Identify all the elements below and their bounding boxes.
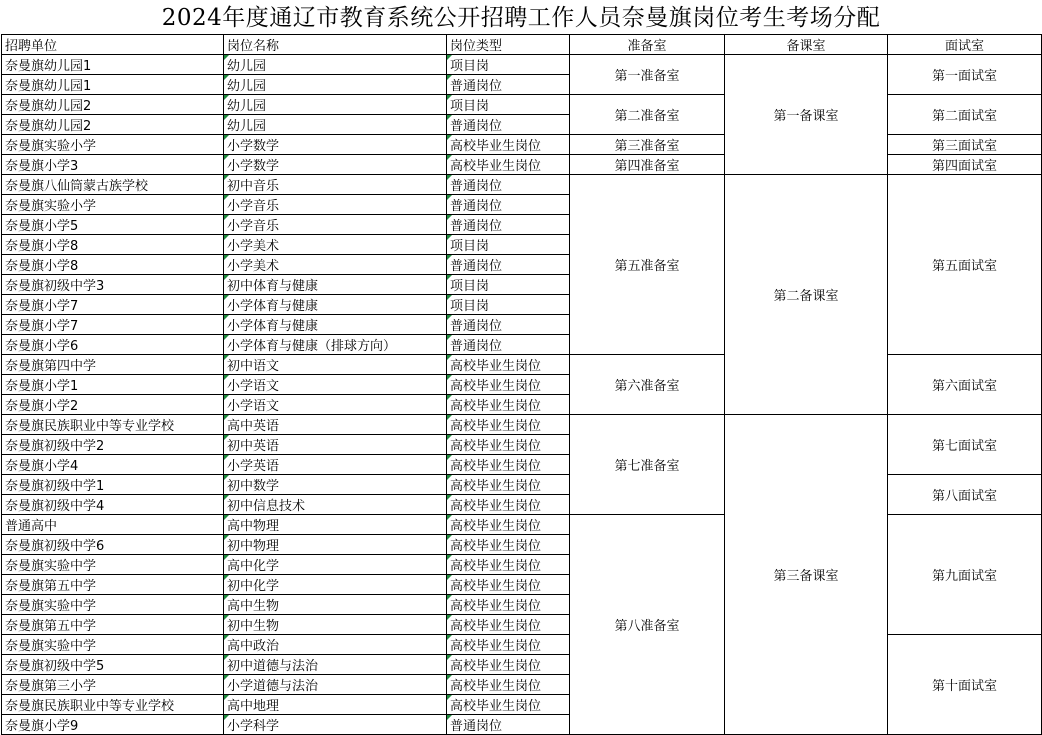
position-cell: 幼儿园	[224, 55, 447, 75]
prep-room-cell: 第七准备室	[570, 415, 725, 515]
type-cell: 高校毕业生岗位	[447, 415, 570, 435]
unit-cell: 奈曼旗小学9	[2, 715, 224, 735]
unit-cell: 奈曼旗初级中学6	[2, 535, 224, 555]
unit-cell: 奈曼旗小学7	[2, 315, 224, 335]
unit-cell: 奈曼旗初级中学1	[2, 475, 224, 495]
position-cell: 初中体育与健康	[224, 275, 447, 295]
unit-cell: 奈曼旗第五中学	[2, 615, 224, 635]
unit-cell: 奈曼旗小学8	[2, 255, 224, 275]
type-cell: 高校毕业生岗位	[447, 655, 570, 675]
type-cell: 高校毕业生岗位	[447, 155, 570, 175]
position-cell: 小学美术	[224, 235, 447, 255]
position-cell: 小学数学	[224, 135, 447, 155]
position-cell: 小学美术	[224, 255, 447, 275]
prep-room-cell: 第六准备室	[570, 355, 725, 415]
page-title: 2024年度通辽市教育系统公开招聘工作人员奈曼旗岗位考生考场分配	[161, 5, 881, 31]
unit-cell: 奈曼旗小学4	[2, 455, 224, 475]
type-cell: 高校毕业生岗位	[447, 475, 570, 495]
type-cell: 项目岗	[447, 55, 570, 75]
type-cell: 高校毕业生岗位	[447, 535, 570, 555]
position-cell: 小学英语	[224, 455, 447, 475]
type-cell: 普通岗位	[447, 115, 570, 135]
type-cell: 普通岗位	[447, 315, 570, 335]
prep-room-cell: 第一准备室	[570, 55, 725, 95]
header-type: 岗位类型	[447, 35, 570, 55]
type-cell: 普通岗位	[447, 215, 570, 235]
position-cell: 初中道德与法治	[224, 655, 447, 675]
unit-cell: 奈曼旗民族职业中等专业学校	[2, 695, 224, 715]
interview-room-cell: 第十面试室	[888, 635, 1042, 735]
unit-cell: 奈曼旗小学8	[2, 235, 224, 255]
prep-room-cell: 第五准备室	[570, 175, 725, 355]
unit-cell: 奈曼旗初级中学4	[2, 495, 224, 515]
position-cell: 高中政治	[224, 635, 447, 655]
position-cell: 高中物理	[224, 515, 447, 535]
type-cell: 项目岗	[447, 235, 570, 255]
type-cell: 高校毕业生岗位	[447, 135, 570, 155]
type-cell: 高校毕业生岗位	[447, 495, 570, 515]
unit-cell: 普通高中	[2, 515, 224, 535]
unit-cell: 奈曼旗第五中学	[2, 575, 224, 595]
standby-room-cell: 第三备课室	[725, 415, 888, 735]
unit-cell: 奈曼旗幼儿园1	[2, 55, 224, 75]
prep-room-cell: 第八准备室	[570, 515, 725, 735]
type-cell: 项目岗	[447, 275, 570, 295]
position-cell: 幼儿园	[224, 95, 447, 115]
unit-cell: 奈曼旗八仙筒蒙古族学校	[2, 175, 224, 195]
unit-cell: 奈曼旗初级中学3	[2, 275, 224, 295]
interview-room-cell: 第九面试室	[888, 515, 1042, 635]
position-cell: 小学音乐	[224, 215, 447, 235]
prep-room-cell: 第三准备室	[570, 135, 725, 155]
type-cell: 普通岗位	[447, 715, 570, 735]
header-position: 岗位名称	[224, 35, 447, 55]
type-cell: 高校毕业生岗位	[447, 455, 570, 475]
interview-room-cell: 第七面试室	[888, 415, 1042, 475]
assignment-table	[1, 34, 1042, 735]
type-cell: 高校毕业生岗位	[447, 615, 570, 635]
type-cell: 高校毕业生岗位	[447, 675, 570, 695]
interview-room-cell: 第八面试室	[888, 475, 1042, 515]
unit-cell: 奈曼旗实验中学	[2, 595, 224, 615]
interview-room-cell: 第六面试室	[888, 355, 1042, 415]
type-cell: 普通岗位	[447, 195, 570, 215]
position-cell: 小学体育与健康	[224, 315, 447, 335]
unit-cell: 奈曼旗幼儿园2	[2, 95, 224, 115]
type-cell: 高校毕业生岗位	[447, 435, 570, 455]
position-cell: 初中音乐	[224, 175, 447, 195]
header-unit: 招聘单位	[2, 35, 224, 55]
type-cell: 高校毕业生岗位	[447, 375, 570, 395]
unit-cell: 奈曼旗小学7	[2, 295, 224, 315]
position-cell: 初中英语	[224, 435, 447, 455]
type-cell: 高校毕业生岗位	[447, 355, 570, 375]
unit-cell: 奈曼旗实验中学	[2, 555, 224, 575]
type-cell: 普通岗位	[447, 75, 570, 95]
interview-room-cell: 第五面试室	[888, 175, 1042, 355]
unit-cell: 奈曼旗小学3	[2, 155, 224, 175]
header-prep-room: 准备室	[570, 35, 725, 55]
position-cell: 初中语文	[224, 355, 447, 375]
interview-room-cell: 第四面试室	[888, 155, 1042, 175]
position-cell: 小学体育与健康	[224, 295, 447, 315]
type-cell: 高校毕业生岗位	[447, 515, 570, 535]
unit-cell: 奈曼旗小学5	[2, 215, 224, 235]
position-cell: 高中生物	[224, 595, 447, 615]
table-row	[2, 175, 1042, 195]
type-cell: 普通岗位	[447, 175, 570, 195]
unit-cell: 奈曼旗幼儿园2	[2, 115, 224, 135]
position-cell: 初中数学	[224, 475, 447, 495]
header-interview-room: 面试室	[888, 35, 1042, 55]
position-cell: 小学道德与法治	[224, 675, 447, 695]
position-cell: 幼儿园	[224, 115, 447, 135]
unit-cell: 奈曼旗初级中学5	[2, 655, 224, 675]
position-cell: 初中生物	[224, 615, 447, 635]
position-cell: 小学体育与健康（排球方向）	[224, 335, 447, 355]
position-cell: 小学语文	[224, 395, 447, 415]
unit-cell: 奈曼旗第三小学	[2, 675, 224, 695]
unit-cell: 奈曼旗第四中学	[2, 355, 224, 375]
type-cell: 高校毕业生岗位	[447, 555, 570, 575]
type-cell: 高校毕业生岗位	[447, 635, 570, 655]
position-cell: 小学音乐	[224, 195, 447, 215]
type-cell: 普通岗位	[447, 335, 570, 355]
type-cell: 项目岗	[447, 95, 570, 115]
position-cell: 幼儿园	[224, 75, 447, 95]
unit-cell: 奈曼旗民族职业中等专业学校	[2, 415, 224, 435]
position-cell: 高中化学	[224, 555, 447, 575]
position-cell: 初中信息技术	[224, 495, 447, 515]
type-cell: 高校毕业生岗位	[447, 695, 570, 715]
interview-room-cell: 第三面试室	[888, 135, 1042, 155]
position-cell: 小学数学	[224, 155, 447, 175]
type-cell: 高校毕业生岗位	[447, 575, 570, 595]
unit-cell: 奈曼旗实验小学	[2, 135, 224, 155]
interview-room-cell: 第二面试室	[888, 95, 1042, 135]
position-cell: 初中化学	[224, 575, 447, 595]
unit-cell: 奈曼旗小学6	[2, 335, 224, 355]
standby-room-cell: 第二备课室	[725, 175, 888, 415]
unit-cell: 奈曼旗实验中学	[2, 635, 224, 655]
type-cell: 普通岗位	[447, 255, 570, 275]
table-body	[2, 55, 1042, 735]
prep-room-cell: 第二准备室	[570, 95, 725, 135]
prep-room-cell: 第四准备室	[570, 155, 725, 175]
header-standby-room: 备课室	[725, 35, 888, 55]
type-cell: 高校毕业生岗位	[447, 595, 570, 615]
header-row	[2, 35, 1042, 55]
standby-room-cell: 第一备课室	[725, 55, 888, 175]
position-cell: 高中地理	[224, 695, 447, 715]
table-row	[2, 55, 1042, 75]
type-cell: 项目岗	[447, 295, 570, 315]
unit-cell: 奈曼旗幼儿园1	[2, 75, 224, 95]
position-cell: 小学科学	[224, 715, 447, 735]
unit-cell: 奈曼旗小学1	[2, 375, 224, 395]
type-cell: 高校毕业生岗位	[447, 395, 570, 415]
unit-cell: 奈曼旗实验小学	[2, 195, 224, 215]
unit-cell: 奈曼旗小学2	[2, 395, 224, 415]
unit-cell: 奈曼旗初级中学2	[2, 435, 224, 455]
table-row	[2, 415, 1042, 435]
position-cell: 小学语文	[224, 375, 447, 395]
interview-room-cell: 第一面试室	[888, 55, 1042, 95]
position-cell: 高中英语	[224, 415, 447, 435]
position-cell: 初中物理	[224, 535, 447, 555]
